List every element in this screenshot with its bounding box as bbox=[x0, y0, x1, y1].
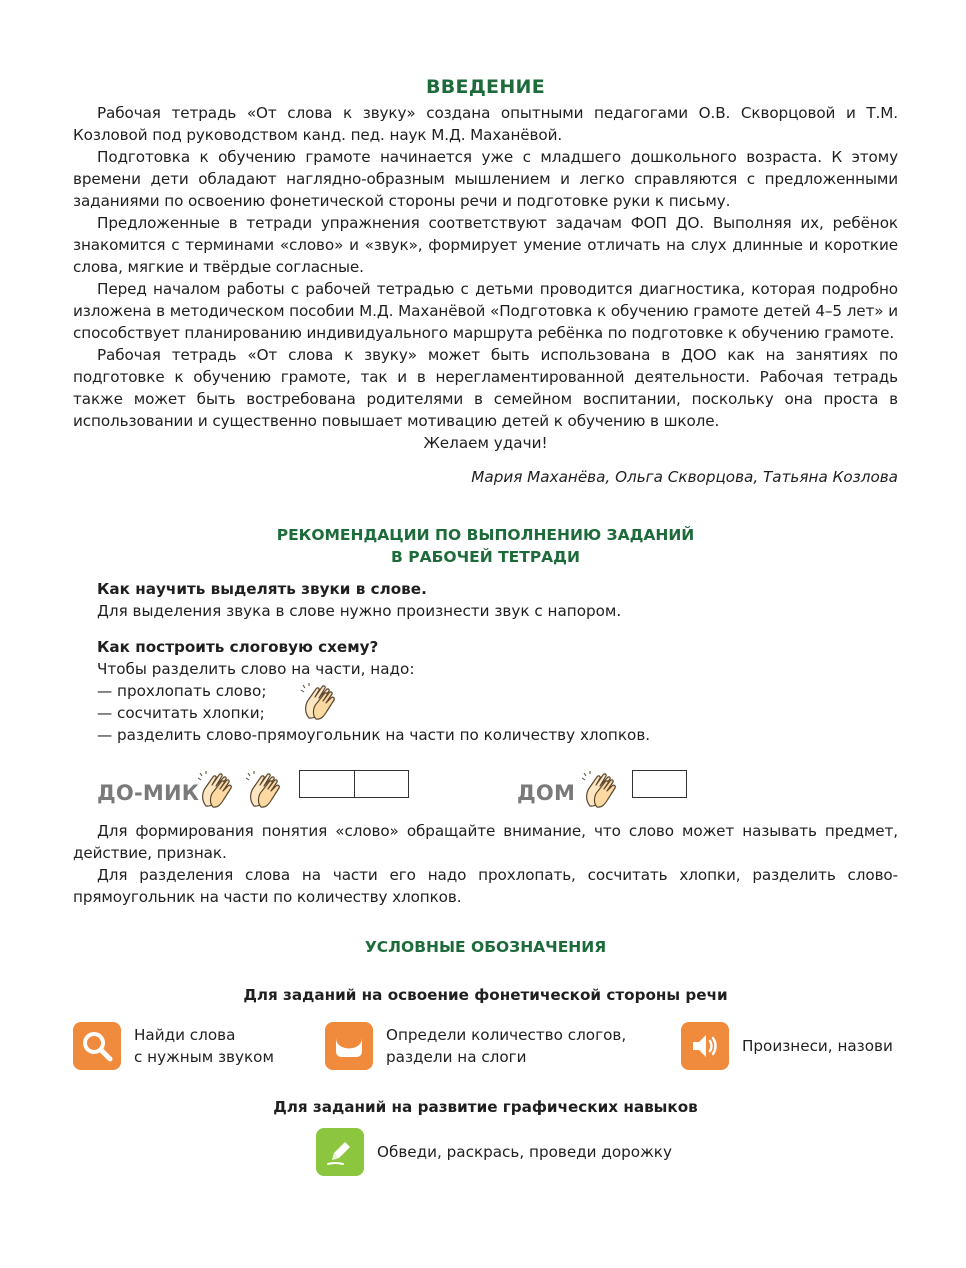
recommendation-paragraph: Для формирования понятия «слово» обращайте внимание, что слово может называть предмет, действие, признак. bbox=[73, 822, 898, 862]
recommendations-title-line2: В РАБОЧЕЙ ТЕТРАДИ bbox=[391, 548, 580, 566]
speaker-icon bbox=[681, 1022, 729, 1070]
legend-label: Обведи, раскрась, проведи дорожку bbox=[377, 1143, 672, 1161]
legend-label: Найди слова bbox=[134, 1026, 236, 1044]
clapping-hands-icon bbox=[245, 770, 285, 810]
legend-phonetic-heading: Для заданий на освоение фонетической стороны речи bbox=[243, 986, 728, 1004]
intro-title: ВВЕДЕНИЕ bbox=[425, 76, 546, 98]
pencil-icon bbox=[316, 1128, 364, 1176]
step-item: — разделить слово-прямоугольник на части по количеству хлопков. bbox=[97, 726, 651, 744]
legend-graphic-items bbox=[73, 1128, 898, 1180]
magnifier-icon bbox=[73, 1022, 121, 1070]
legend-label: с нужным звуком bbox=[134, 1048, 274, 1066]
answer-sounds: Для выделения звука в слове нужно произнести звук с напором. bbox=[97, 602, 622, 620]
intro-paragraph: Предложенные в тетради упражнения соответствуют задачам ФОП ДО. Выполняя их, ребёнок знакомится с терминами «слово» и «звук», формирует умение отличать на слух длинные и короткие слова, мягкие и твёрдые согласные. bbox=[73, 214, 898, 276]
authors-signature: Мария Маханёва, Ольга Скворцова, Татьяна Козлова bbox=[471, 468, 898, 486]
recommendation-paragraph: Для разделения слова на части его надо прохлопать, сосчитать хлопки, разделить слово-прямоугольник на части по количеству хлопков. bbox=[73, 866, 898, 906]
legend-title: УСЛОВНЫЕ ОБОЗНАЧЕНИЯ bbox=[364, 938, 607, 956]
question-syllable-scheme: Как построить слоговую схему? bbox=[97, 638, 379, 656]
clapping-hands-icon bbox=[197, 770, 237, 810]
example-word-dom: ДОМ bbox=[517, 781, 576, 805]
syllable-rectangle-one-part bbox=[632, 770, 687, 798]
intro-paragraph: Подготовка к обучению грамоте начинается уже с младшего дошкольного возраста. К этому времени дети обладают наглядно-образным мышлением и легко справляются с предложенными заданиями по освоению фонетической стороны речи и подготовке руки к письму. bbox=[73, 148, 898, 210]
legend-label: Определи количество слогов, bbox=[386, 1026, 627, 1044]
intro-paragraph: Рабочая тетрадь «От слова к звуку» может быть использована в ДОО как на занятиях по подготовке к обучению грамоте, так и в нерегламентированной деятельности. Рабочая тетрадь также может быть востребована родителями в семейном воспитании, поскольку она проста в использовании и существенно повышает мотивацию детей к обучению в школе. bbox=[73, 346, 898, 430]
question-sounds: Как научить выделять звуки в слове. bbox=[97, 580, 427, 598]
recommendations-title bbox=[73, 524, 898, 568]
step-item: — прохлопать слово; bbox=[97, 682, 267, 700]
bowl-icon bbox=[325, 1022, 373, 1070]
page bbox=[73, 76, 898, 1180]
legend-item-trace bbox=[316, 1128, 672, 1176]
legend-graphic-heading: Для заданий на развитие графических навыков bbox=[273, 1098, 698, 1116]
legend-phonetic-items bbox=[73, 1022, 898, 1074]
intro-paragraph: Рабочая тетрадь «От слова к звуку» создана опытными педагогами О.В. Скворцовой и Т.М. Козловой под руководством канд. пед. наук М.Д. Маханёвой. bbox=[73, 104, 898, 144]
clapping-hands-icon bbox=[581, 770, 621, 810]
intro-paragraph: Перед началом работы с рабочей тетрадью с детьми проводится диагностика, которая подробно изложена в методическом пособии М.Д. Маханёвой «Подготовка к обучению грамоте детей 4–5 лет» и способствует планированию индивидуального маршрута ребёнка по подготовке к обучению грамоте. bbox=[73, 280, 898, 342]
recommendations-body bbox=[73, 578, 898, 814]
steps-list bbox=[97, 680, 898, 746]
legend-label: раздели на слоги bbox=[386, 1048, 527, 1066]
step-item: — сосчитать хлопки; bbox=[97, 704, 265, 722]
syllable-examples bbox=[97, 770, 898, 814]
clapping-hands-icon bbox=[300, 682, 340, 722]
example-word-domik: ДО-МИК bbox=[97, 781, 200, 805]
legend-item-pronounce bbox=[681, 1022, 893, 1070]
legend-item-find-words bbox=[73, 1022, 274, 1070]
legend-label: Произнеси, назови bbox=[742, 1037, 893, 1055]
answer-intro: Чтобы разделить слово на части, надо: bbox=[97, 660, 415, 678]
syllable-rectangle-two-parts bbox=[299, 770, 409, 798]
legend-item-syllables bbox=[325, 1022, 626, 1070]
recommendations-title-line1: РЕКОМЕНДАЦИИ ПО ВЫПОЛНЕНИЮ ЗАДАНИЙ bbox=[276, 526, 695, 544]
wish-text: Желаем удачи! bbox=[423, 434, 548, 452]
